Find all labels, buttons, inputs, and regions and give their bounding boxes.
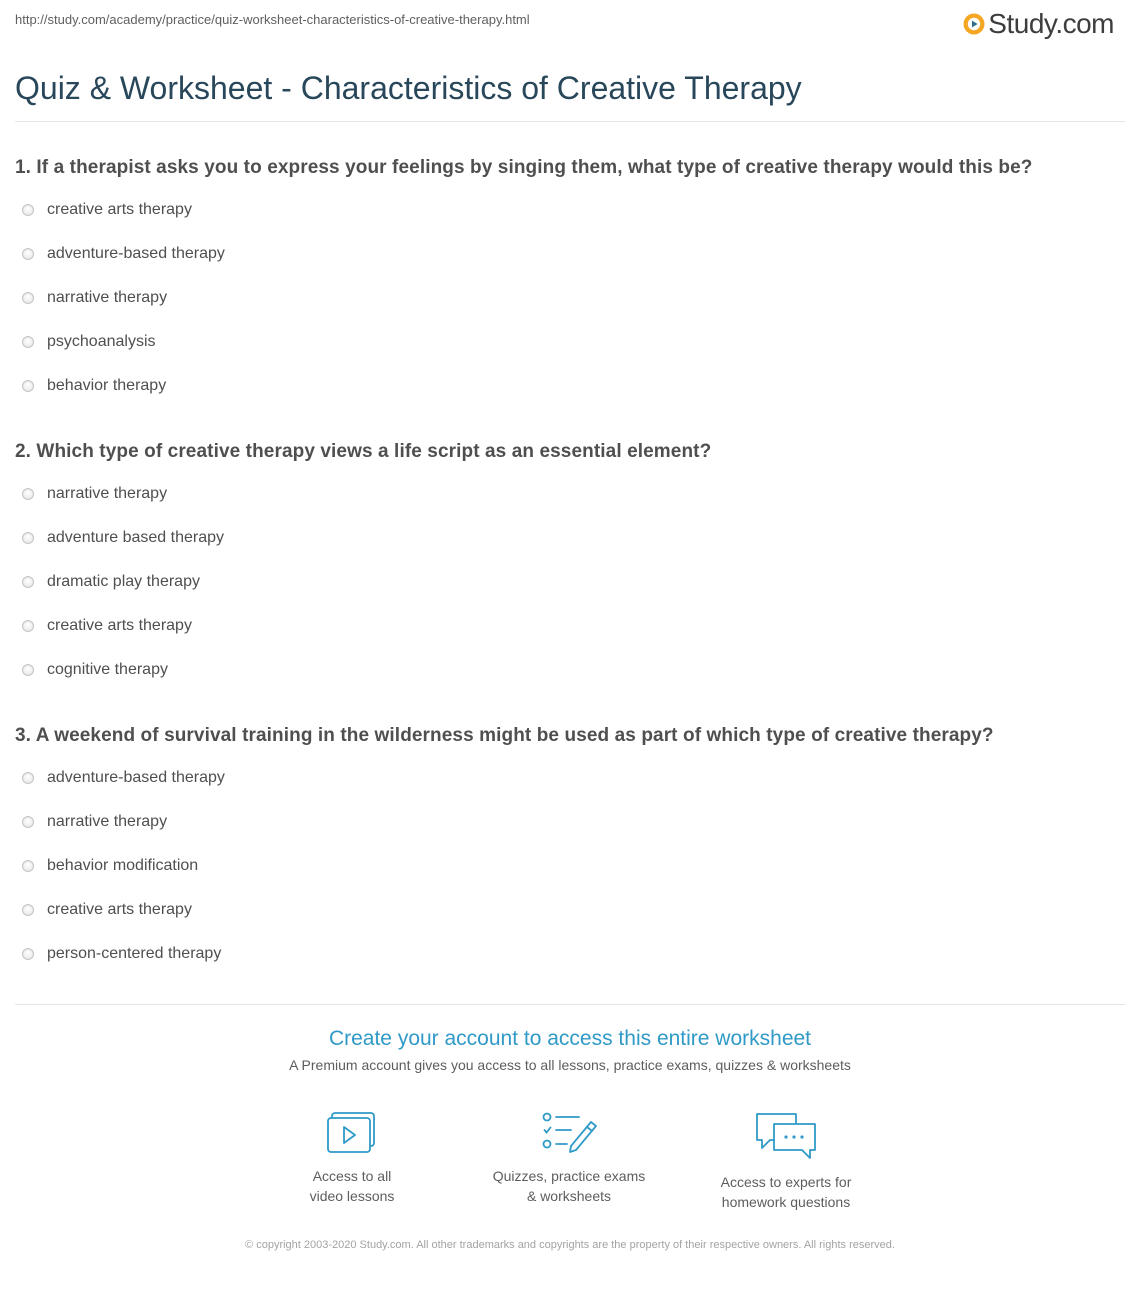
feature-quizzes <box>474 1110 664 1206</box>
page-url[interactable]: http://study.com/academy/practice/quiz-worksheet-characteristics-of-creative-therapy.html <box>15 12 530 27</box>
q3-option-4[interactable] <box>22 900 192 920</box>
option-label: creative arts therapy <box>47 901 192 918</box>
questions-divider <box>15 1004 1125 1005</box>
radio-button[interactable] <box>22 664 34 676</box>
option-label: creative arts therapy <box>47 201 192 218</box>
option-label: behavior modification <box>47 857 199 874</box>
option-label: psychoanalysis <box>47 333 156 350</box>
option-label: adventure-based therapy <box>47 769 225 786</box>
q2-option-5[interactable] <box>22 660 168 680</box>
q2-option-1[interactable] <box>22 484 167 504</box>
radio-button[interactable] <box>22 336 34 348</box>
chat-bubbles-icon <box>754 1110 818 1160</box>
question-1: 1. If a therapist asks you to express your feelings by singing them, what type of creative therapy would this be? <box>15 157 1033 178</box>
q3-option-2[interactable] <box>22 812 167 832</box>
radio-button[interactable] <box>22 860 34 872</box>
video-lessons-icon <box>327 1110 377 1154</box>
radio-button[interactable] <box>22 904 34 916</box>
question-2: 2. Which type of creative therapy views a life script as an essential element? <box>15 441 712 462</box>
q1-option-4[interactable] <box>22 332 156 352</box>
radio-button[interactable] <box>22 620 34 632</box>
q3-option-3[interactable] <box>22 856 198 876</box>
feature-experts <box>691 1110 881 1212</box>
radio-button[interactable] <box>22 380 34 392</box>
q3-option-5[interactable] <box>22 944 221 964</box>
option-label: behavior therapy <box>47 377 167 394</box>
option-label: narrative therapy <box>47 813 168 830</box>
quiz-checklist-icon <box>541 1110 597 1154</box>
option-label: narrative therapy <box>47 289 168 306</box>
q1-option-1[interactable] <box>22 200 192 220</box>
radio-button[interactable] <box>22 248 34 260</box>
radio-button[interactable] <box>22 576 34 588</box>
q2-option-4[interactable] <box>22 616 192 636</box>
q1-option-5[interactable] <box>22 376 166 396</box>
feature-text: Access to experts for homework questions <box>720 1174 852 1210</box>
radio-button[interactable] <box>22 948 34 960</box>
question-3: 3. A weekend of survival training in the wilderness might be used as part of which type of creative therapy? <box>15 725 994 746</box>
option-label: adventure based therapy <box>47 529 225 546</box>
radio-button[interactable] <box>22 532 34 544</box>
feature-text: Quizzes, practice exams & worksheets <box>492 1168 646 1204</box>
option-label: person-centered therapy <box>47 945 222 962</box>
radio-button[interactable] <box>22 816 34 828</box>
create-account-link[interactable]: Create your account to access this entire worksheet <box>328 1027 812 1050</box>
radio-button[interactable] <box>22 488 34 500</box>
feature-text: Access to all video lessons <box>309 1168 395 1204</box>
q1-option-2[interactable] <box>22 244 225 264</box>
title-divider <box>15 121 1125 122</box>
option-label: creative arts therapy <box>47 617 192 634</box>
option-label: dramatic play therapy <box>47 573 200 590</box>
study-logo[interactable] <box>963 8 1114 40</box>
page-title: Quiz & Worksheet - Characteristics of Creative Therapy <box>15 70 802 106</box>
premium-description: A Premium account gives you access to all lessons, practice exams, quizzes & worksheets <box>289 1057 851 1073</box>
q1-option-3[interactable] <box>22 288 167 308</box>
option-label: adventure-based therapy <box>47 245 225 262</box>
radio-button[interactable] <box>22 772 34 784</box>
top-bar <box>0 0 1140 50</box>
q3-option-1[interactable] <box>22 768 225 788</box>
radio-button[interactable] <box>22 292 34 304</box>
feature-video-lessons <box>257 1110 447 1206</box>
q2-option-2[interactable] <box>22 528 224 548</box>
play-circle-icon <box>963 13 985 35</box>
radio-button[interactable] <box>22 204 34 216</box>
option-label: narrative therapy <box>47 485 168 502</box>
logo-text: Study.com <box>988 8 1114 39</box>
copyright-footer: © copyright 2003-2020 Study.com. All other trademarks and copyrights are the property of their respective owners. All rights reserved. <box>245 1239 895 1251</box>
option-label: cognitive therapy <box>47 661 168 678</box>
q2-option-3[interactable] <box>22 572 200 592</box>
